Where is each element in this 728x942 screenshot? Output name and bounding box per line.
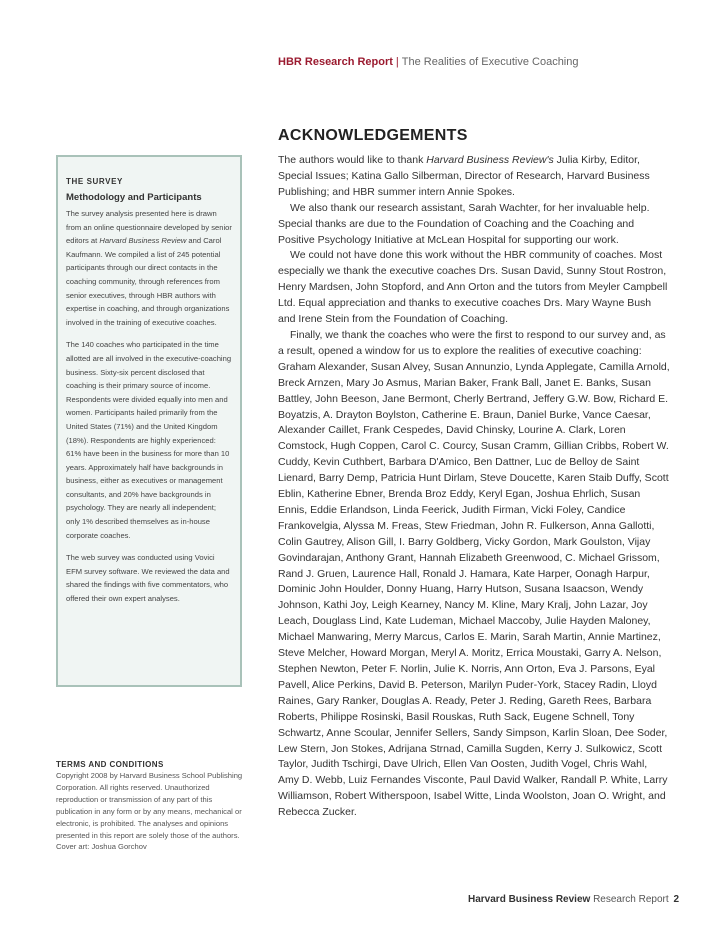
ack-paragraph-2: We also thank our research assistant, Sarah Wachter, for her invaluable help. Special thanks are due to the Foundation of Coaching and the Coaching and Positive Psychology Initiative at McLean Hospital for supporting our work. [278,201,650,246]
survey-subhead: Methodology and Participants [66,192,202,203]
acknowledgements-body [278,153,670,821]
footer-label: Research Report [593,894,669,905]
ack-paragraph-1 [278,153,670,201]
acknowledgements-heading: ACKNOWLEDGEMENTS [278,127,468,144]
ack-paragraph-4: Finally, we thank the coaches who were the first to respond to our survey and, as a result, opened a window for us to explore the realities of executive coaching: Graham Alexander, Susan Alvey, Susan Annunzio, Lynda Applegate, Camilla Arnold, Breck Arnzen, Mary Jo Asmus, Marian Baker, Frank Ball, Janet E. Banks, Susan Battley, John Beeson, Jane Bermont, Cherly Bertrand, Jeffery G.W. Bow, Richard E. Boyatzis, A. Drayton Boylston, Catherine E. Braun, Daniel Burke, Vance Caesar, Alexander Caillet, Frank Cespedes, David Chinsky, Lourine A. Clark, Loren Comstock, Hugh Coppen, Carol C. Courcy, Susan Cramm, Gillian Cribbs, Robert W. Cuddy, Kevin Cuthbert, Barbara D'Amico, Ben Dattner, Luc de Belloy de Saint Lienard, Barry Demp, Patricia Hunt Dirlam, Steve Doucette, Karen Staib Duffy, Scott Eblin, Katherine Ebner, Brenda Broz Eddy, Keryl Egan, Joshua Ehrlich, Susan Ennis, Eddie Erlandson, Linda Feerick, Judith Firman, Vicki Foley, Candice Frankovelgia, Alyssa M. Freas, Stew Friedman, John R. Fulkerson, Anna Gallotti, Colin Gautrey, Alison Gill, I. Barry Goldberg, Vicky Gordon, Mark Goulston, Vijay Govindarajan, Anthony Grant, Hannah Elizabeth Greenwood, C. Michael Grissom, Rand J. Gruen, Laurence Hall, Ronald J. Hamara, Kate Harper, Oonagh Harpur, Dominic John Houlder, Donny Huang, Harry Hutson, Susana Isaacson, Wendy Johnson, Kathi Joy, Leigh Kearney, Nancy M. Kline, Mary Kralj, John Lazar, Joy Leach, Douglass Lind, Kate Ludeman, Michael Maccoby, Julie Hayden Maloney, Michael Manwaring, Merry Marcus, Carlos E. Marin, Sarah Martin, Annie Martinez, Steve Melcher, Howard Morgan, Meryl A. Moritz, Errica Moustaki, Garry A. Nelson, Stephen Newton, Peter F. Norlin, Julie K. Norris, Ann Orton, Eva J. Parsons, Eyal Pavell, Alice Perkins, David B. Peterson, Marilyn Puder-York, Stacey Radin, Lloyd Raines, Gary Ranker, Douglas A. Ready, Peter J. Reding, Gareth Rees, Barbara Roberts, Philippe Rosinski, Basil Rouskas, Ruth Sack, Eugene Schnell, Tony Schwartz, Anne Scoular, Jennifer Sellers, Sandy Simpson, Karlin Sloan, Dee Soder, Lew Stern, Jon Stokes, Adrijana Strnad, Camilla Sugden, Kerry J. Sulkowicz, Scott Taylor, Judith Tschirgi, Dave Ulrich, Ellen Van Oosten, Judith Vogel, Chris Wahl, Amy D. Webb, Luiz Fernandes Visconte, Paul David Walker, Randall P. White, Larry Williamson, Robert Witherspoon, Isabel Witte, Linda Woolston, Joan O. Wright, and Rebecca Zucker. [278,328,670,819]
ack-p1-post: Julia Kirby, Editor, Special Issues; Katina Gallo Silberman, Director of Research, Harvard Business Publishing; and HBR summer intern Annie Spokes. [278,154,650,198]
page-number: 2 [673,894,679,905]
footer-brand: Harvard Business Review [468,894,591,905]
terms-block [56,760,246,853]
terms-text: Copyright 2008 by Harvard Business School Publishing Corporation. All rights reserved. Unauthorized reproduction or transmission of any part of this publication in any form or by any means, mechanical or electronic, is prohibited. The analyses and opinions presented in this report are solely those of the authors. [56,771,243,840]
header-title: The Realities of Executive Coaching [401,56,579,68]
survey-p1-emphasis: Harvard Business Review [99,236,187,246]
header-brand: HBR Research Report [278,56,393,68]
survey-p1-post: and Carol Kaufmann. We compiled a list of 245 potential participants through our direct contacts in the coaching community, through references from senior executives, through HBR authors with expertise in coaching, and through organizations involved in the training of executive coaches. [66,236,230,327]
page-footer [468,894,679,905]
ack-p1-pre: The authors would like to thank [278,154,427,166]
survey-kicker: THE SURVEY [66,177,123,186]
survey-p1-pre: The survey analysis presented here is drawn from an online questionnaire developed by senior editors at [66,209,232,246]
survey-paragraph-3: The web survey was conducted using Vovici EFM survey software. We reviewed the data and shared the findings with five commentators, who offered their own expert analyses. [66,553,230,604]
ack-paragraph-3: We could not have done this work without the HBR community of coaches. Most especially we thank the executive coaches Drs. Susan David, Sunny Stout Rostron, Henry Mardsen, John Stopford, and Ann Orton and the tutors from Meyler Campbell Ltd. Equal appreciation and thanks to executive coaches Drs. Mary Wayne Bush and Irene Stein from the Foundation of Coaching. [278,249,668,326]
cover-credit: Cover art: Joshua Gorchov [56,842,147,852]
terms-kicker: TERMS AND CONDITIONS [56,760,164,769]
header-separator: | [395,56,399,68]
running-header [278,56,579,68]
survey-sidebar [56,155,242,687]
survey-paragraph-1 [66,207,232,329]
survey-paragraph-2: The 140 coaches who participated in the time allotted are all involved in the executive-coaching business. Sixty-six percent disclosed that coaching is their primary source of income. Respondents were divided equally into men and women. Participants hailed primarily from the United States (71%) and the United Kingdom (18%). Respondents are highly experienced: 61% have been in the business for more than 10 years. Approximately half have backgrounds in business, either as executives or management consultants, and 20% have backgrounds in psychology. They are nearly all independent; only 1% described themselves as in-house corporate coaches. [66,340,232,540]
ack-p1-emphasis: Harvard Business Review's [426,154,554,166]
